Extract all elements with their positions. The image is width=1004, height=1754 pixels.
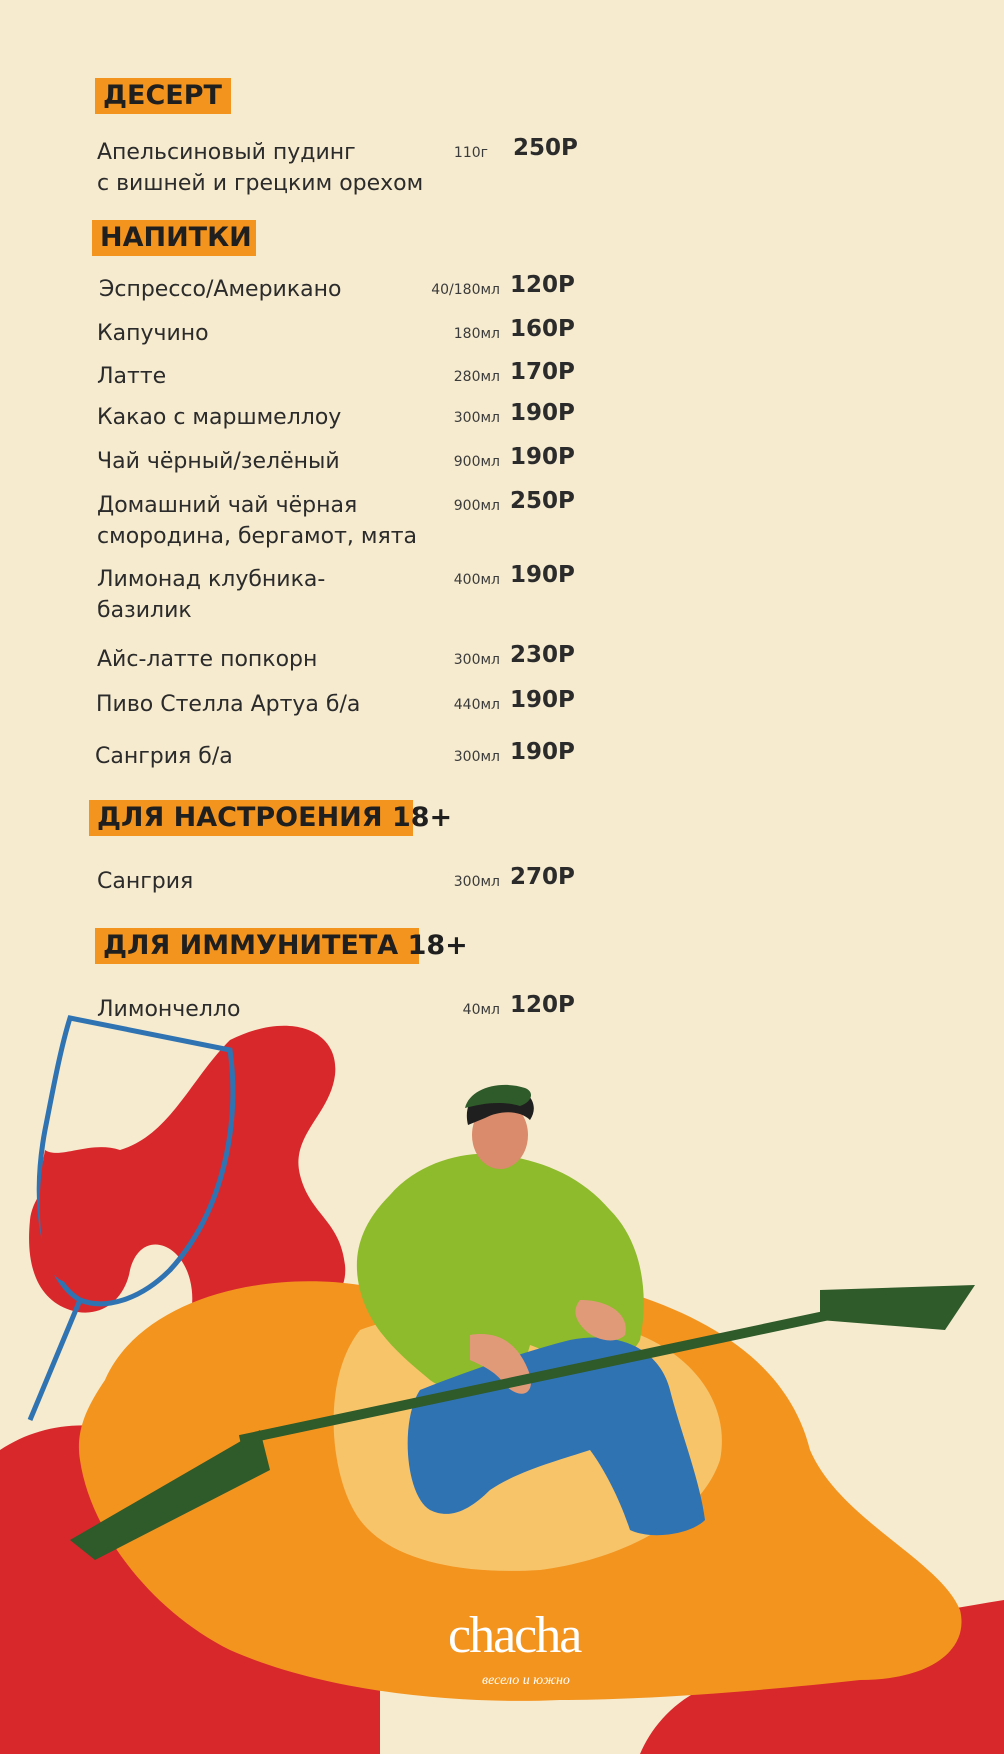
item-name: Домашний чай чёрная смородина, бергамот, мята [97, 493, 418, 549]
item-volume: 300мл [453, 652, 500, 668]
item-name: Пиво Стелла Артуа б/а [96, 692, 361, 717]
item-volume: 300мл [453, 874, 500, 890]
item-volume: 400мл [453, 572, 500, 588]
section-header-immunity: ДЛЯ ИММУНИТЕТА 18+ [95, 928, 419, 964]
item-name: Лимонад клубника- базилик [97, 567, 326, 623]
section-header-dessert: ДЕСЕРТ [95, 78, 231, 114]
item-name: Латте [97, 364, 167, 389]
item-price: 250Р [513, 135, 578, 161]
item-price: 120Р [510, 272, 575, 298]
item-volume: 40мл [462, 1002, 500, 1018]
item-price: 160Р [510, 316, 575, 342]
item-name: Айс-латте попкорн [97, 647, 318, 672]
glass-stem [30, 1300, 80, 1420]
item-volume: 900мл [453, 454, 500, 470]
item-volume: 900мл [453, 498, 500, 514]
item-volume: 300мл [453, 749, 500, 765]
item-price: 230Р [510, 642, 575, 668]
item-price: 170Р [510, 359, 575, 385]
item-name: Какао с маршмеллоу [97, 405, 342, 430]
section-header-mood: ДЛЯ НАСТРОЕНИЯ 18+ [89, 800, 413, 836]
oar-blade-right [820, 1285, 975, 1330]
item-name: Капучино [97, 321, 209, 346]
item-price: 190Р [510, 562, 575, 588]
item-name: Лимончелло [97, 997, 241, 1022]
item-price: 250Р [510, 488, 575, 514]
item-name: Сангрия [97, 869, 194, 894]
item-volume: 440мл [453, 697, 500, 713]
item-price: 190Р [510, 739, 575, 765]
item-volume: 110г [453, 145, 488, 161]
chacha-logo: chacha [448, 1607, 581, 1664]
item-name: Апельсиновый пудинг с вишней и грецким орехом [97, 140, 424, 196]
item-price: 270Р [510, 864, 575, 890]
item-name: Эспрессо/Американо [99, 277, 342, 302]
item-name: Сангрия б/а [95, 744, 233, 769]
item-volume: 180мл [453, 326, 500, 342]
item-price: 190Р [510, 444, 575, 470]
item-volume: 40/180мл [431, 282, 500, 298]
item-price: 120Р [510, 992, 575, 1018]
item-volume: 300мл [453, 410, 500, 426]
item-name: Чай чёрный/зелёный [97, 449, 340, 474]
item-price: 190Р [510, 687, 575, 713]
item-price: 190Р [510, 400, 575, 426]
chacha-tagline: весело и южно [482, 1673, 570, 1688]
section-header-drinks: НАПИТКИ [92, 220, 256, 256]
item-volume: 280мл [453, 369, 500, 385]
